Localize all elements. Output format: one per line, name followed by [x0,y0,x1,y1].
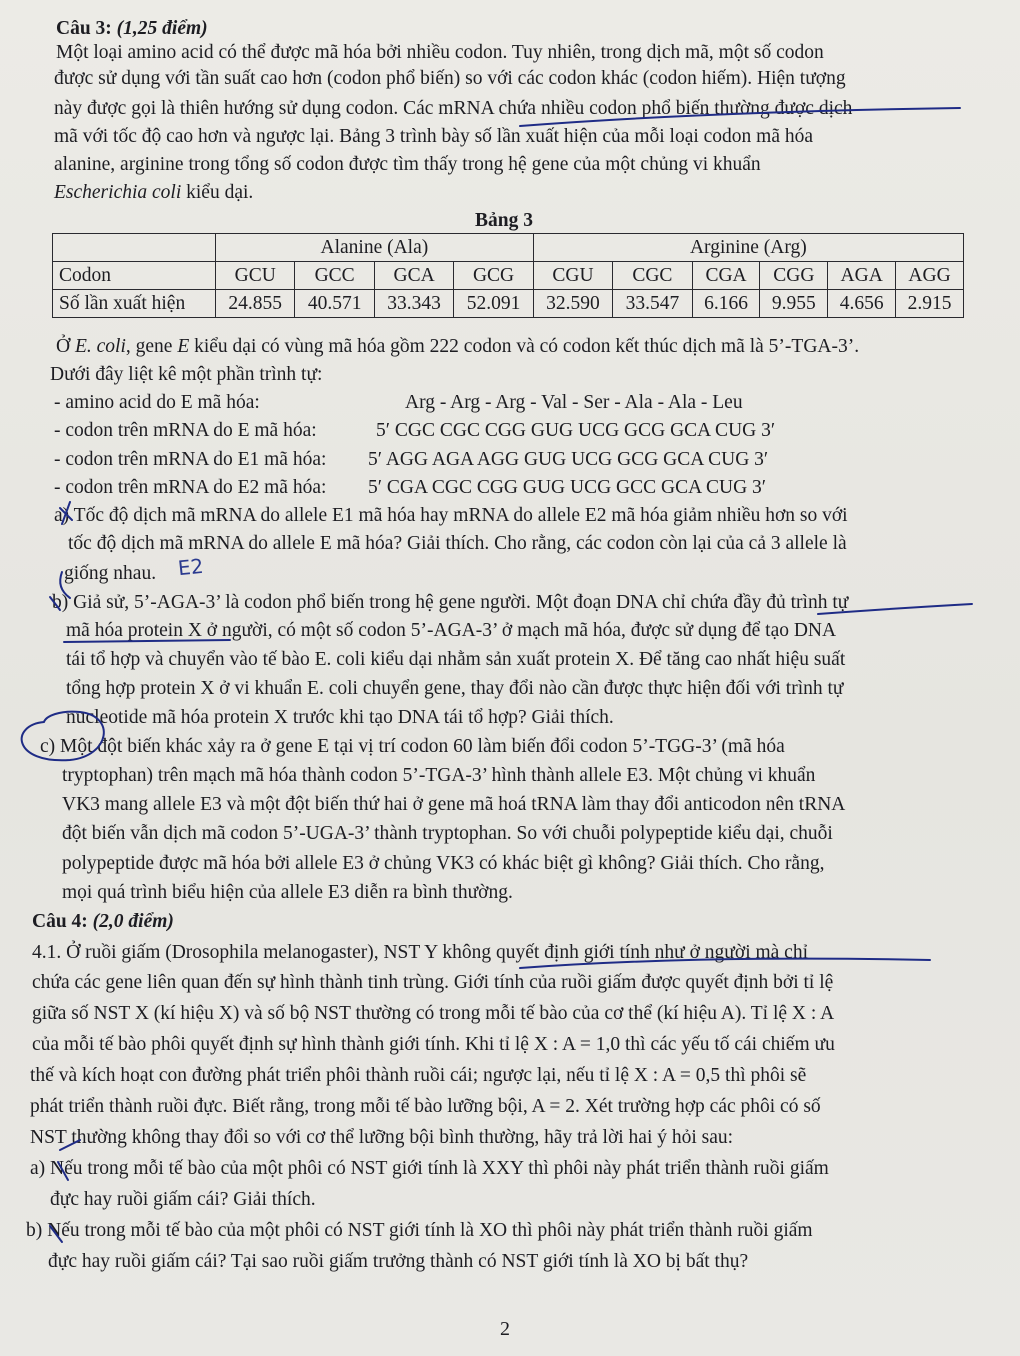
q4-part-b-line: b) Nếu trong mỗi tế bào của một phôi có NST giới tính là XO thì phôi này phát triển thành ruồi giấm [26,1220,813,1241]
q3-part-c-line: đột biến vẫn dịch mã codon 5’-UGA-3’ thành tryptophan. So với chuỗi polypeptide kiểu dại, chuỗi [62,823,833,844]
q3-intro-line [54,180,253,206]
q3-intro-tail: kiểu dại. [181,182,254,203]
q3-part-c-line: VK3 mang allele E3 và một đột biến thứ hai ở gene mã hoá tRNA làm thay đổi anticodon nên tRNA [62,794,846,815]
count-cell: 32.590 [533,290,612,318]
question-3-points: (1,25 điểm) [116,18,208,39]
question-3-label: Câu 3: [56,18,112,39]
q3-part-c-line: polypeptide được mã hóa bởi allele E3 ở chủng VK3 có khác biệt gì không? Giải thích. Cho rằng, [62,853,825,874]
page-number: 2 [500,1318,510,1340]
codon-cell: GCC [295,262,374,290]
q4-part-a-line: đực hay ruồi giấm cái? Giải thích. [50,1189,316,1210]
seq-e2-value: 5′ CGA CGC CGG GUG UCG GCC GCA CUG 3′ [368,477,767,498]
q3-context-line [56,334,859,360]
q3-part-b-line: mã hóa protein X ở người, có một số codon 5’-AGA-3’ ở mạch mã hóa, được sử dụng để tạo DNA [66,620,837,641]
count-cell: 6.166 [692,290,760,318]
q4-part-a-line: a) Nếu trong mỗi tế bào của một phôi có NST giới tính là XXY thì phôi này phát triển thành ruồi giấm [30,1158,829,1179]
q3-part-a-line: a) Tốc độ dịch mã mRNA do allele E1 mã hóa hay mRNA do allele E2 mã hóa giảm nhiều hơn so với [54,505,848,526]
codon-cell: AGA [828,262,896,290]
seq-e1-value: 5′ AGG AGA AGG GUG UCG GCG GCA CUG 3′ [368,449,769,470]
q4-body-line: thế và kích hoạt con đường phát triển phôi thành ruồi cái; ngược lại, nếu tỉ lệ X : A = 0,5 thì phôi sẽ [30,1065,807,1086]
q3-intro-line: alanine, arginine trong tổng số codon được tìm thấy trong hệ gene của một chủng vi khuẩn [54,154,761,175]
codon-row-label: Codon [53,262,216,290]
q3-context-line: Dưới đây liệt kê một phần trình tự: [50,364,323,385]
table-count-row [53,290,964,318]
codon-cell: CGU [533,262,612,290]
alanine-group-header: Alanine (Ala) [216,234,534,262]
text-run: Ở [56,336,75,357]
q3-intro-line: được sử dụng với tần suất cao hơn (codon phổ biến) so với các codon khác (codon hiếm). Hiện tượng [54,68,846,89]
q3-part-b-line: tái tổ hợp và chuyển vào tế bào E. coli kiểu dại nhằm sản xuất protein X. Để tăng cao nhất hiệu suất [66,649,846,670]
seq-e1-label: - codon trên mRNA do E1 mã hóa: [54,449,327,470]
q3-part-b-line: tổng hợp protein X ở vi khuẩn E. coli chuyển gene, thay đổi nào cần được thực hiện đối với trình tự [66,678,844,699]
table-corner-cell [53,234,216,262]
count-cell: 33.547 [613,290,692,318]
handwritten-note: E2 [176,553,205,581]
text-run: kiểu dại có vùng mã hóa gồm 222 codon và có codon kết thúc dịch mã là 5’-TGA-3’. [189,336,860,357]
q3-part-b-line: b) Giả sử, 5’-AGA-3’ là codon phổ biến trong hệ gene người. Một đoạn DNA chỉ chứa đầy đủ trình tự [52,592,849,613]
q3-part-c-line: mọi quá trình biểu hiện của allele E3 diễn ra bình thường. [62,882,513,903]
q4-part-b-line: đực hay ruồi giấm cái? Tại sao ruồi giấm trưởng thành có NST giới tính là XO bị bất thụ? [48,1251,749,1272]
seq-aa-value: Arg - Arg - Arg - Val - Ser - Ala - Ala - Leu [405,392,743,413]
codon-cell: GCG [454,262,533,290]
codon-cell: GCA [374,262,453,290]
count-cell: 2.915 [896,290,964,318]
question-3-heading [56,16,208,42]
table-codon-row [53,262,964,290]
count-cell: 40.571 [295,290,374,318]
seq-e2-label: - codon trên mRNA do E2 mã hóa: [54,477,327,498]
count-cell: 9.955 [760,290,828,318]
q4-body-line: của mỗi tế bào phôi quyết định sự hình thành giới tính. Khi tỉ lệ X : A = 1,0 thì các yếu tố cái chiếm ưu [32,1034,835,1055]
q4-body-line: 4.1. Ở ruồi giấm (Drosophila melanogaster), NST Y không quyết định giới tính như ở người mà chỉ [32,942,809,963]
question-4-label: Câu 4: [32,911,88,932]
q3-intro-line: mã với tốc độ cao hơn và ngược lại. Bảng 3 trình bày số lần xuất hiện của mỗi loại codon mã hóa [54,126,814,147]
count-row-label: Số lần xuất hiện [53,290,216,318]
seq-e-value: 5′ CGC CGC CGG GUG UCG GCG GCA CUG 3′ [376,420,776,441]
q4-body-line: giữa số NST X (kí hiệu X) và số bộ NST thường có trong mỗi tế bào của cơ thể (kí hiệu A). Tỉ lệ X : A [32,1003,835,1024]
seq-e-label: - codon trên mRNA do E mã hóa: [54,420,317,441]
species-name: E. coli [74,336,126,357]
q4-body-line: chứa các gene liên quan đến sự hình thành tinh trùng. Giới tính của ruồi giấm được quyết định bởi tỉ lệ [32,972,834,993]
count-cell: 24.855 [216,290,295,318]
count-cell: 33.343 [374,290,453,318]
arginine-group-header: Arginine (Arg) [533,234,963,262]
count-cell: 4.656 [828,290,896,318]
q3-intro-line: này được gọi là thiên hướng sử dụng codon. Các mRNA chứa nhiều codon phổ biến thường được dịch [54,98,853,119]
count-cell: 52.091 [454,290,533,318]
codon-cell: GCU [216,262,295,290]
question-4-heading [32,909,174,935]
codon-cell: CGA [692,262,760,290]
q3-part-a-line: giống nhau. [64,563,157,584]
q3-part-a-line: tốc độ dịch mã mRNA do allele E mã hóa? Giải thích. Cho rằng, các codon còn lại của cả 3 allele là [68,533,847,554]
codon-cell: AGG [896,262,964,290]
species-name: Escherichia coli [54,182,182,203]
q3-part-c-line: c) Một đột biến khác xảy ra ở gene E tại vị trí codon 60 làm biến đổi codon 5’-TGG-3’ (mã hóa [40,736,785,757]
seq-aa-label: - amino acid do E mã hóa: [54,392,260,413]
q4-body-line: phát triển thành ruồi đực. Biết rằng, trong mỗi tế bào lưỡng bội, A = 2. Xét trường hợp các phôi có số [30,1096,821,1117]
q3-part-c-line: tryptophan) trên mạch mã hóa thành codon 5’-TGA-3’ hình thành allele E3. Một chủng vi khuẩn [62,765,816,786]
q4-body-line: NST thường không thay đổi so với cơ thể lưỡng bội bình thường, hãy trả lời hai ý hỏi sau: [30,1127,734,1148]
codon-cell: CGC [613,262,692,290]
q3-intro-line: Một loại amino acid có thể được mã hóa bởi nhiều codon. Tuy nhiên, trong dịch mã, một số codon [56,42,824,63]
text-run: , gene [125,336,178,357]
question-4-points: (2,0 điểm) [92,911,174,932]
q3-part-b-line: nucleotide mã hóa protein X trước khi tạo DNA tái tổ hợp? Giải thích. [66,707,614,728]
codon-cell: CGG [760,262,828,290]
table-caption: Bảng 3 [475,210,533,231]
codon-table [52,233,964,318]
table-group-row [53,234,964,262]
gene-name: E [177,336,190,357]
